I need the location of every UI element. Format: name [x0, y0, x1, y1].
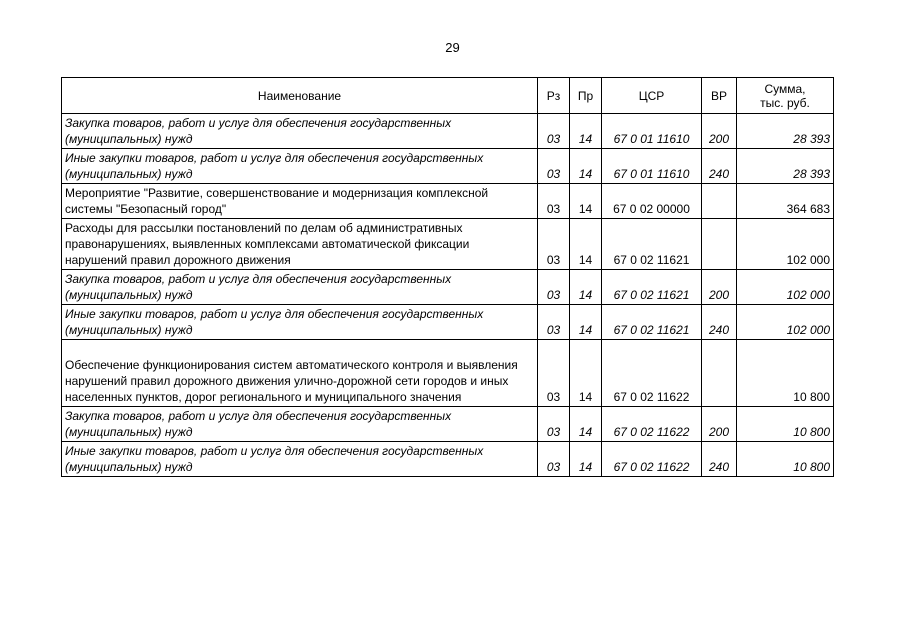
row-rz-cell: 03 — [538, 270, 570, 305]
row-name-cell: Мероприятие "Развитие, совершенствование и модернизация комплексной системы "Безопасный город" — [62, 184, 538, 219]
table-row — [62, 184, 834, 219]
row-rz-cell: 03 — [538, 184, 570, 219]
row-sum-cell: 10 800 — [737, 442, 834, 477]
row-sum-cell: 102 000 — [737, 270, 834, 305]
row-csr-cell: 67 0 02 11621 — [602, 219, 702, 270]
table-row — [62, 340, 834, 407]
row-name-cell: Закупка товаров, работ и услуг для обеспечения государственных (муниципальных) нужд — [62, 407, 538, 442]
page-number: 29 — [445, 40, 460, 55]
row-name-cell: Закупка товаров, работ и услуг для обеспечения государственных (муниципальных) нужд — [62, 114, 538, 149]
row-rz-cell: 03 — [538, 149, 570, 184]
row-rz-cell: 03 — [538, 114, 570, 149]
table-row — [62, 442, 834, 477]
row-vr-cell: 240 — [702, 149, 737, 184]
row-rz-cell: 03 — [538, 442, 570, 477]
row-csr-cell: 67 0 01 11610 — [602, 149, 702, 184]
row-vr-cell: 240 — [702, 305, 737, 340]
table-row — [62, 407, 834, 442]
row-vr-cell: 200 — [702, 407, 737, 442]
header-csr: ЦСР — [602, 78, 702, 114]
header-pr: Пр — [570, 78, 602, 114]
row-rz-cell: 03 — [538, 219, 570, 270]
row-csr-cell: 67 0 02 11622 — [602, 442, 702, 477]
row-rz-cell: 03 — [538, 407, 570, 442]
row-sum-cell: 10 800 — [737, 407, 834, 442]
row-sum-cell: 28 393 — [737, 149, 834, 184]
row-pr-cell: 14 — [570, 407, 602, 442]
row-sum-cell: 102 000 — [737, 305, 834, 340]
row-pr-cell: 14 — [570, 219, 602, 270]
row-rz-cell: 03 — [538, 340, 570, 407]
row-pr-cell: 14 — [570, 340, 602, 407]
row-csr-cell: 67 0 02 11622 — [602, 407, 702, 442]
row-pr-cell: 14 — [570, 270, 602, 305]
row-csr-cell: 67 0 01 11610 — [602, 114, 702, 149]
row-pr-cell: 14 — [570, 305, 602, 340]
row-sum-cell: 28 393 — [737, 114, 834, 149]
header-vr: ВР — [702, 78, 737, 114]
row-pr-cell: 14 — [570, 442, 602, 477]
row-name-cell: Обеспечение функционирования систем автоматического контроля и выявления нарушений правил дорожного движения улично-дорожной сети городов и иных населенных пунктов, дорог регионального и муниципального значения — [62, 340, 538, 407]
row-pr-cell: 14 — [570, 149, 602, 184]
budget-table — [61, 77, 834, 477]
table-body — [62, 114, 834, 477]
row-name-cell: Иные закупки товаров, работ и услуг для обеспечения государственных (муниципальных) нужд — [62, 442, 538, 477]
header-sum-label: Сумма, тыс. руб. — [760, 81, 810, 110]
row-vr-cell — [702, 184, 737, 219]
row-csr-cell: 67 0 02 11622 — [602, 340, 702, 407]
row-sum-cell: 364 683 — [737, 184, 834, 219]
header-sum — [737, 78, 834, 114]
row-csr-cell: 67 0 02 11621 — [602, 305, 702, 340]
row-pr-cell: 14 — [570, 114, 602, 149]
row-csr-cell: 67 0 02 00000 — [602, 184, 702, 219]
table-row — [62, 219, 834, 270]
row-vr-cell — [702, 219, 737, 270]
row-sum-cell: 102 000 — [737, 219, 834, 270]
row-pr-cell: 14 — [570, 184, 602, 219]
header-rz: Рз — [538, 78, 570, 114]
row-name-cell: Закупка товаров, работ и услуг для обеспечения государственных (муниципальных) нужд — [62, 270, 538, 305]
table-row — [62, 114, 834, 149]
row-csr-cell: 67 0 02 11621 — [602, 270, 702, 305]
row-vr-cell — [702, 340, 737, 407]
row-vr-cell: 240 — [702, 442, 737, 477]
row-sum-cell: 10 800 — [737, 340, 834, 407]
row-rz-cell: 03 — [538, 305, 570, 340]
table-header-row — [62, 78, 834, 114]
row-name-cell: Иные закупки товаров, работ и услуг для обеспечения государственных (муниципальных) нужд — [62, 149, 538, 184]
row-name-cell: Иные закупки товаров, работ и услуг для обеспечения государственных (муниципальных) нужд — [62, 305, 538, 340]
table-row — [62, 270, 834, 305]
table-row — [62, 149, 834, 184]
table-row — [62, 305, 834, 340]
row-vr-cell: 200 — [702, 270, 737, 305]
header-name: Наименование — [62, 78, 538, 114]
row-name-cell: Расходы для рассылки постановлений по делам об административных правонарушениях, выявленных комплексами автоматической фиксации нарушений правил дорожного движения — [62, 219, 538, 270]
row-vr-cell: 200 — [702, 114, 737, 149]
